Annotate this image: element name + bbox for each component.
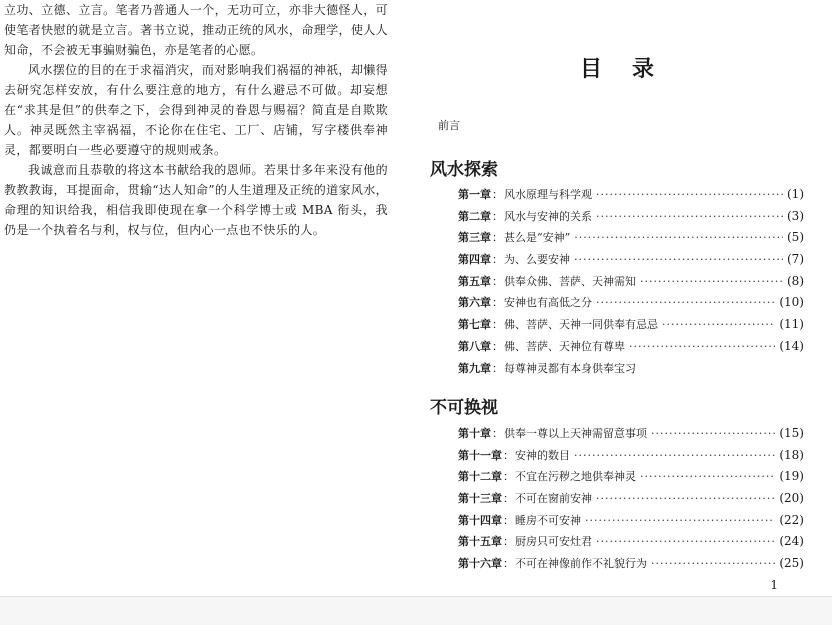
toc-entry [458, 229, 804, 251]
toc-page-number: (7) [787, 252, 804, 267]
toc-title: 目录 [580, 56, 685, 82]
page-bottom-edge [0, 596, 832, 625]
toc-leader-dots [574, 449, 775, 462]
toc-entry [458, 186, 804, 208]
toc-entry [458, 338, 804, 360]
toc-leader-dots [596, 188, 783, 201]
toc-entry [458, 555, 804, 577]
toc-entry [458, 208, 804, 230]
body-text [4, 0, 388, 240]
toc-leader-dots [640, 470, 775, 483]
toc-chapter-title: 睡房不可安神 [515, 513, 581, 527]
toc-chapter-number: 第十二章 [458, 470, 502, 484]
section-heading: 不可换视 [430, 398, 498, 418]
toc-entry [458, 490, 804, 512]
toc-separator: ： [492, 427, 503, 440]
toc-chapter-title: 不可在神像前作不礼貌行为 [515, 557, 647, 571]
toc-chapter-title: 不可在窗前安神 [515, 492, 592, 506]
toc-chapter-number: 第六章 [458, 296, 491, 310]
toc-page-number: (3) [787, 208, 804, 223]
toc-separator: ： [492, 274, 503, 288]
toc-separator: ： [492, 253, 503, 267]
toc-leader-dots [596, 210, 783, 223]
toc-separator: ： [492, 296, 503, 310]
toc-separator: ： [503, 557, 514, 571]
paragraph: 立功、立德、立言。笔者乃普通人一个，无功可立，亦非大德怪人，可使笔者快慰的就是立言。著书立说，推动正统的风水，命理学，使人人知命，不会被无事骗财骗色，亦是笔者的心愿。 [4, 3, 388, 57]
toc-separator: ： [503, 535, 514, 549]
right-page [410, 0, 832, 600]
toc-chapter-number: 第十五章 [458, 535, 502, 549]
toc-leader-dots [596, 492, 775, 505]
paragraph: 我诚意而且恭敬的将这本书献给我的恩师。若果廿多年来没有他的教教教诲，耳提面命，贯输“达人知命”的人生道理及正统的道家风水，命理的知识给我，相信我即使现在拿一个科学博士或 MBA 衔头，我仍是一个执着名与利，权与位，但内心一点也不快乐的人。 [4, 163, 388, 237]
toc-separator: ： [492, 209, 503, 223]
toc-entry [458, 512, 804, 534]
page-number: 1 [770, 578, 778, 592]
toc-leader-dots [629, 340, 775, 353]
toc-separator: ： [503, 448, 514, 462]
toc-page-number: (24) [779, 534, 804, 549]
toc-page-number: (22) [779, 512, 804, 527]
toc-list [458, 186, 804, 381]
toc-page-number: (5) [787, 230, 804, 245]
toc-leader-dots [651, 427, 775, 440]
toc-chapter-number: 第十三章 [458, 492, 502, 506]
toc-chapter-number: 第九章 [458, 361, 491, 375]
toc-leader-dots [574, 231, 783, 244]
toc-chapter-title: 风水与安神的关系 [504, 209, 592, 223]
toc-page-number: (1) [787, 187, 804, 201]
toc-page-number: (11) [779, 317, 804, 332]
paragraph: 风水摆位的目的在于求福消灾，而对影响我们祸福的神祇，却懒得去研究怎样安放，有什么要注意的地方，有什么避忌不可做。却妄想在“求其是但”的供奉之下，会得到神灵的眷恩与赐福？简直是自欺欺人。神灵既然主宰祸福，不论你在住宅、工厂、店铺，写字楼供奉神灵，都要明白一些必要遵守的规则戒条。 [4, 63, 388, 157]
toc-chapter-number: 第十四章 [458, 513, 502, 527]
left-page [0, 0, 410, 600]
toc-entry [458, 360, 804, 382]
toc-leader-dots [596, 296, 775, 309]
toc-chapter-number: 第四章 [458, 253, 491, 267]
toc-separator: ： [503, 513, 514, 527]
toc-chapter-title: 风水原理与科学观 [504, 188, 592, 201]
toc-separator: ： [492, 318, 503, 332]
toc-page-number: (14) [779, 338, 804, 353]
toc-separator: ： [503, 492, 514, 506]
toc-chapter-title: 每尊神灵都有本身供奉宝习 [504, 361, 636, 375]
toc-page-number: (20) [779, 491, 804, 506]
toc-chapter-title: 厨房只可安灶君 [515, 535, 592, 549]
toc-page-number: (25) [779, 556, 804, 571]
toc-entry [458, 294, 804, 316]
toc-chapter-number: 第五章 [458, 274, 491, 288]
toc-chapter-number: 第十六章 [458, 557, 502, 571]
toc-chapter-number: 第七章 [458, 318, 491, 332]
toc-page-number: (18) [779, 447, 804, 462]
section-heading: 风水探索 [430, 160, 498, 180]
toc-chapter-number: 第十章 [458, 427, 491, 440]
toc-chapter-title: 安神的数目 [515, 448, 570, 462]
toc-chapter-title: 甚么是“安神” [504, 231, 571, 245]
toc-entry [458, 251, 804, 273]
toc-separator: ： [492, 231, 503, 245]
toc-page-number: (8) [787, 273, 804, 288]
toc-chapter-title: 安神也有高低之分 [504, 296, 592, 310]
toc-chapter-number: 第三章 [458, 231, 491, 245]
toc-chapter-number: 第一章 [458, 188, 491, 201]
toc-separator: ： [492, 361, 503, 375]
toc-chapter-number: 第八章 [458, 339, 491, 353]
toc-chapter-title: 佛、菩萨、天神一同供奉有忌忌 [504, 318, 658, 332]
toc-page-number: (15) [779, 426, 804, 440]
toc-list [458, 425, 804, 577]
toc-chapter-title: 供奉众佛、菩萨、天神需知 [504, 274, 636, 288]
toc-entry [458, 316, 804, 338]
toc-leader-dots [640, 275, 783, 288]
toc-separator: ： [492, 188, 503, 201]
toc-entry [458, 533, 804, 555]
toc-chapter-number: 第十一章 [458, 448, 502, 462]
toc-chapter-title: 供奉一尊以上天神需留意事项 [504, 427, 647, 440]
toc-leader-dots [662, 318, 775, 331]
toc-preface: 前言 [438, 119, 460, 132]
toc-leader-dots [596, 535, 775, 548]
toc-chapter-title: 不宜在污秽之地供奉神灵 [515, 470, 636, 484]
toc-chapter-number: 第二章 [458, 209, 491, 223]
toc-entry [458, 468, 804, 490]
toc-entry [458, 447, 804, 469]
toc-page-number: (10) [779, 295, 804, 310]
toc-chapter-title: 为、么要安神 [504, 253, 570, 267]
toc-entry [458, 273, 804, 295]
toc-entry [458, 425, 804, 447]
toc-chapter-title: 佛、菩萨、天神位有尊卑 [504, 339, 625, 353]
toc-page-number: (19) [779, 469, 804, 484]
toc-leader-dots [585, 514, 775, 527]
toc-leader-dots [574, 253, 783, 266]
toc-separator: ： [503, 470, 514, 484]
toc-separator: ： [492, 339, 503, 353]
toc-leader-dots [651, 557, 775, 570]
